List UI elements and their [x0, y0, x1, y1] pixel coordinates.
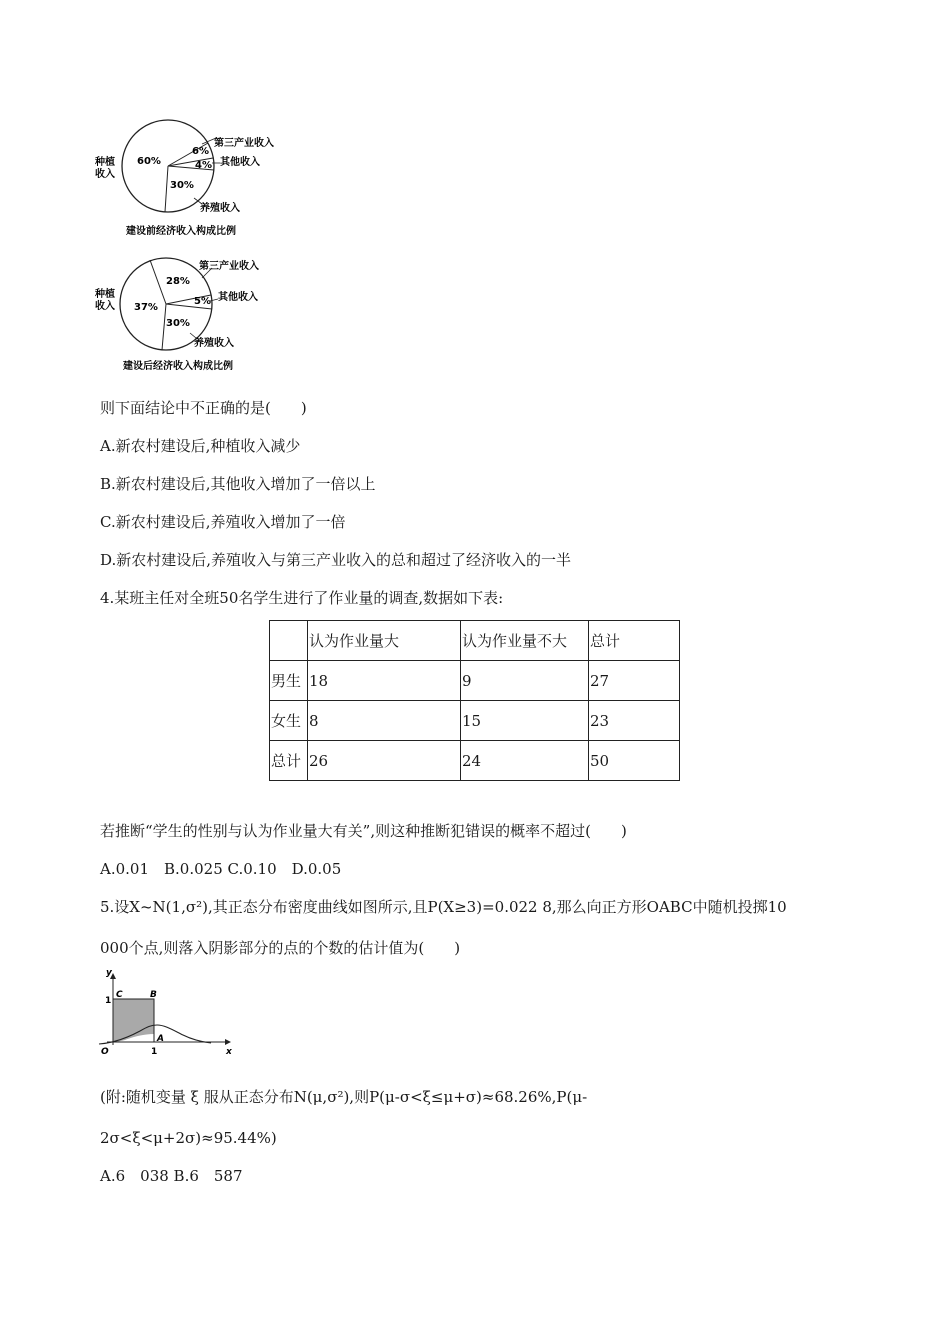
- tick-label-one-y: 1: [105, 996, 112, 1006]
- slice-label-other: 5%: [194, 296, 211, 307]
- table-row: [270, 661, 680, 701]
- callout-other: 其他收入: [218, 292, 258, 303]
- left-label-line1: 种植: [95, 289, 115, 300]
- callout-third: 第三产业收入: [199, 261, 259, 272]
- point-label-b: B: [150, 990, 157, 1000]
- table-header-cell: 认为作业量不大: [461, 621, 589, 661]
- pie-chart-after: [90, 254, 290, 376]
- table-cell: 9: [461, 661, 589, 701]
- callout-third: 第三产业收入: [214, 138, 274, 149]
- table-header-row: [270, 621, 680, 661]
- left-label-line2: 收入: [95, 301, 115, 312]
- pie-before-svg: [90, 118, 290, 240]
- slice-label-third: 6%: [192, 146, 209, 157]
- table-cell: 女生: [270, 701, 308, 741]
- table-header-cell: 认为作业量大: [308, 621, 461, 661]
- slice-label-breed: 30%: [166, 318, 190, 329]
- table-cell: 23: [589, 701, 680, 741]
- table-cell: 26: [308, 741, 461, 781]
- callout-breed: 养殖收入: [194, 338, 234, 349]
- table-cell: 男生: [270, 661, 308, 701]
- pie-before-divider-bottom: [165, 166, 168, 212]
- tick-label-one-x: 1: [151, 1047, 158, 1057]
- q5-options: A.6 038 B.6 587: [100, 1167, 243, 1185]
- table-cell: 15: [461, 701, 589, 741]
- q3-stem: 则下面结论中不正确的是( ): [100, 399, 307, 417]
- normal-curve-svg: [95, 965, 240, 1060]
- q3-option-a: A.新农村建设后,种植收入减少: [100, 437, 301, 455]
- slice-label-planting: 60%: [137, 156, 161, 167]
- shaded-region: [113, 999, 154, 1042]
- table-cell: 18: [308, 661, 461, 701]
- table-cell: 总计: [270, 741, 308, 781]
- pie-after-divider-top: [150, 260, 166, 304]
- slice-label-planting: 37%: [134, 302, 158, 313]
- q4-question: 若推断“学生的性别与认为作业量大有关”,则这种推断犯错误的概率不超过( ): [100, 822, 627, 840]
- table-cell: 27: [589, 661, 680, 701]
- table-row: [270, 741, 680, 781]
- table-header-cell: [270, 621, 308, 661]
- left-label-line1: 种植: [95, 157, 115, 168]
- pie-before-caption: 建设前经济收入构成比例: [126, 226, 236, 237]
- table-row: [270, 701, 680, 741]
- q4-options: A.0.01 B.0.025 C.0.10 D.0.05: [100, 860, 342, 878]
- point-label-c: C: [116, 990, 123, 1000]
- q5-note-line1: (附:随机变量 ξ 服从正态分布N(μ,σ²),则P(μ-σ<ξ≤μ+σ)≈68.26%,P(μ-: [100, 1088, 588, 1106]
- q4-stem: 4.某班主任对全班50名学生进行了作业量的调查,数据如下表:: [100, 589, 504, 607]
- normal-curve-figure: [95, 965, 240, 1060]
- table-cell: 24: [461, 741, 589, 781]
- x-axis-label: x: [226, 1047, 232, 1057]
- table-header-cell: 总计: [589, 621, 680, 661]
- survey-table: [269, 620, 680, 781]
- callout-breed: 养殖收入: [200, 203, 240, 214]
- q3-option-c: C.新农村建设后,养殖收入增加了一倍: [100, 513, 346, 531]
- q3-option-d: D.新农村建设后,养殖收入与第三产业收入的总和超过了经济收入的一半: [100, 551, 572, 569]
- y-axis-label: y: [106, 968, 112, 978]
- q5-stem-line1: 5.设X~N(1,σ²),其正态分布密度曲线如图所示,且P(X≥3)=0.022 8,那么向正方形OABC中随机投掷10: [100, 898, 787, 916]
- pie-chart-before: [90, 118, 290, 240]
- pie-after-svg: [90, 254, 290, 376]
- x-axis-arrow: [225, 1039, 231, 1045]
- table-cell: 8: [308, 701, 461, 741]
- pie-after-caption: 建设后经济收入构成比例: [123, 361, 233, 372]
- left-label-line2: 收入: [95, 169, 115, 180]
- q3-option-b: B.新农村建设后,其他收入增加了一倍以上: [100, 475, 376, 493]
- callout-other: 其他收入: [220, 157, 260, 168]
- q5-stem-line2: 000个点,则落入阴影部分的点的个数的估计值为( ): [100, 939, 461, 957]
- table-cell: 50: [589, 741, 680, 781]
- slice-label-third: 28%: [166, 276, 190, 287]
- slice-label-other: 4%: [195, 160, 212, 171]
- slice-label-breed: 30%: [170, 180, 194, 191]
- point-label-a: A: [157, 1034, 164, 1044]
- point-label-o: O: [101, 1047, 109, 1057]
- q5-note-line2: 2σ<ξ<μ+2σ)≈95.44%): [100, 1129, 277, 1147]
